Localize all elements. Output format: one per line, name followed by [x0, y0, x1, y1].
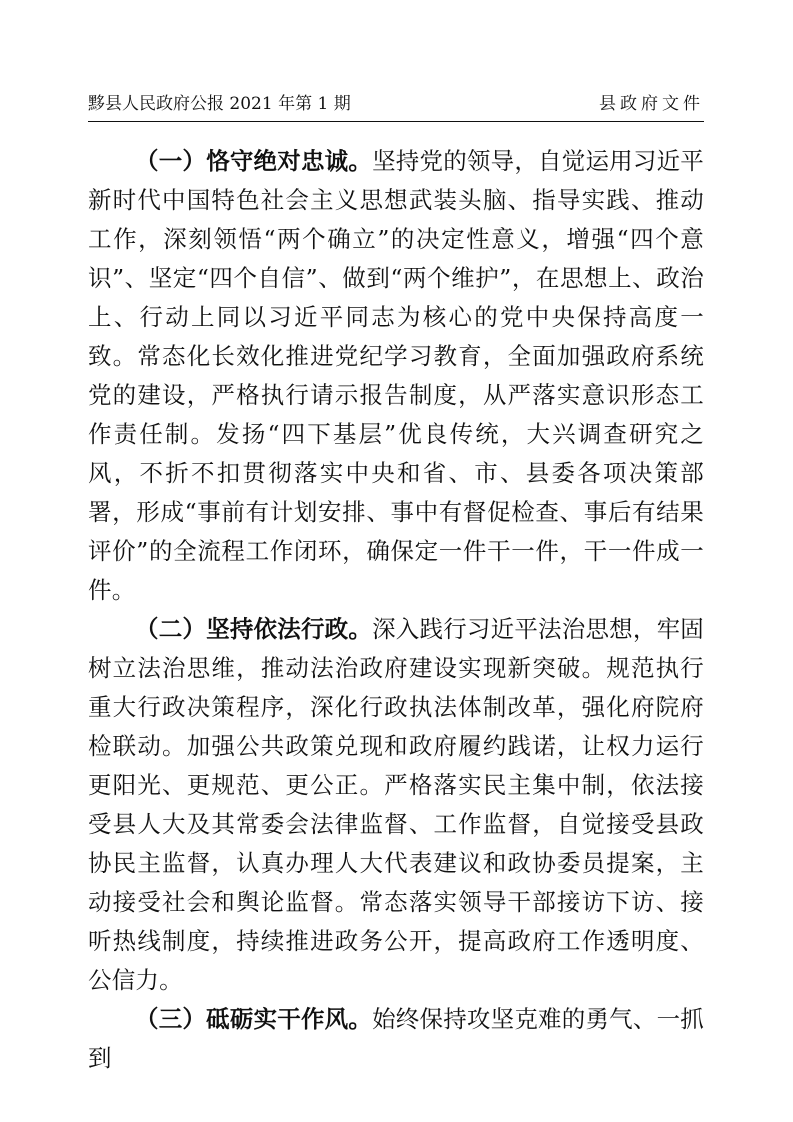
page-header [88, 92, 704, 118]
paragraph-body: 始终保持攻坚克难的勇气、一抓到 [88, 1005, 704, 1072]
paragraph-loyalty [88, 142, 704, 610]
paragraph-heading: （一）恪守绝对忠诚。 [135, 147, 373, 175]
paragraph-body: 深入践行习近平法治思想，牢固树立法治思维，推动法治政府建设实现新突破。规范执行重大行政决策程序，深化行政执法体制改革，强化府院府检联动。加强公共政策兑现和政府履约践诺，让权力运行更阳光、更规范、更公正。严格落实民主集中制，依法接受县人大及其常委会法律监督、工作监督，自觉接受县政协民主监督，认真办理人大代表建议和政协委员提案，主动接受社会和舆论监督。常态落实领导干部接访下访、接听热线制度，持续推进政务公开，提高政府工作透明度、公信力。 [88, 615, 704, 994]
paragraph-work-style [88, 1000, 704, 1078]
body-text [88, 142, 704, 1078]
section-label: 县政府文件 [599, 94, 704, 114]
paragraph-body: 坚持党的领导，自觉运用习近平新时代中国特色社会主义思想武装头脑、指导实践、推动工作，深刻领悟“两个确立”的决定性意义，增强“四个意识”、坚定“四个自信”、做到“两个维护”，在思想上、政治上、行动上同以习近平同志为核心的党中央保持高度一致。常态化长效化推进党纪学习教育，全面加强政府系统党的建设，严格执行请示报告制度，从严落实意识形态工作责任制。发扬“四下基层”优良传统，大兴调查研究之风，不折不扣贯彻落实中央和省、市、县委各项决策部署，形成“事前有计划安排、事中有督促检查、事后有结果评价”的全流程工作闭环，确保定一件干一件，干一件成一件。 [88, 147, 704, 604]
paragraph-rule-of-law [88, 610, 704, 1000]
paragraph-heading: （二）坚持依法行政。 [135, 615, 373, 643]
paragraph-heading: （三）砥砺实干作风。 [135, 1005, 373, 1033]
header-divider [88, 121, 704, 122]
gazette-issue-title: 黟县人民政府公报 2021 年第 1 期 [88, 94, 351, 114]
